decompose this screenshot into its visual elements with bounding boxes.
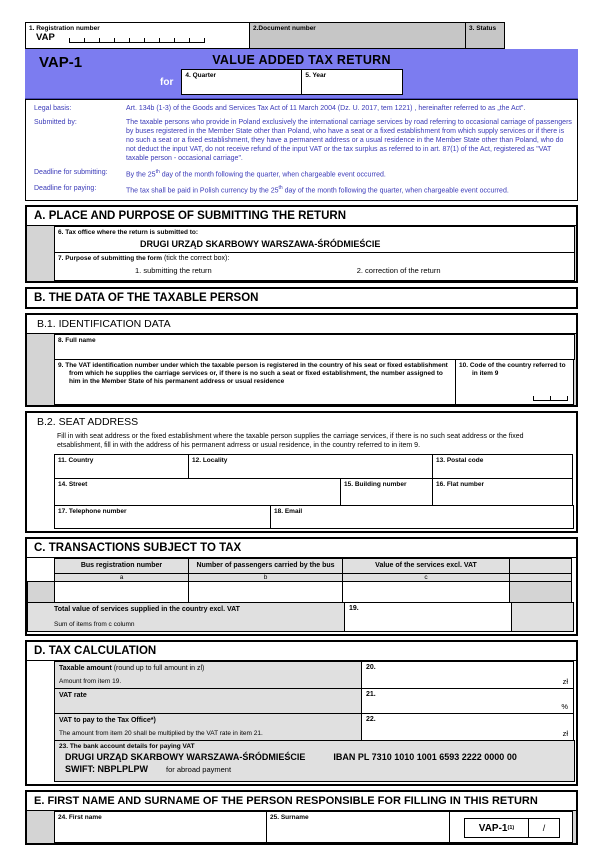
section-d bbox=[25, 640, 578, 786]
bank-swift-note: for abroad payment bbox=[166, 764, 232, 774]
country-label: 11. Country bbox=[58, 456, 94, 464]
form-title: VALUE ADDED TAX RETURN bbox=[212, 53, 391, 67]
street-label: 14. Street bbox=[58, 480, 88, 488]
quarter-field[interactable] bbox=[181, 69, 302, 95]
surname-field[interactable] bbox=[266, 811, 450, 843]
total-sublabel: Sum of items from c column bbox=[54, 620, 135, 628]
legal-basis-block bbox=[25, 99, 578, 201]
telephone-label: 17. Telephone number bbox=[58, 507, 127, 515]
legal-basis-text: Art. 134b (1-3) of the Goods and Services Tax Act of 11 March 2004 (Dz. U. 2017, tem 1221) , hereinafter referred to as „the Act”. bbox=[126, 105, 526, 112]
vat-to-pay-unit: zł bbox=[562, 728, 568, 738]
footer-form-code: VAP-1 (1) bbox=[464, 818, 530, 838]
row-margin-cell bbox=[27, 581, 55, 603]
street-field[interactable] bbox=[54, 478, 341, 506]
total-label: Total value of services supplied in the country excl. VAT bbox=[54, 605, 240, 613]
legal-basis-label: Legal basis: bbox=[34, 105, 72, 112]
col-letter-a: a bbox=[54, 573, 189, 582]
email-field[interactable] bbox=[270, 505, 574, 529]
col-letter-c: c bbox=[342, 573, 510, 582]
for-label: for bbox=[160, 76, 174, 88]
registration-number-label: 1. Registration number bbox=[29, 25, 100, 32]
country-field[interactable] bbox=[54, 454, 189, 479]
section-a bbox=[25, 205, 578, 283]
postal-code-label: 13. Postal code bbox=[436, 456, 484, 464]
section-b1 bbox=[25, 313, 578, 407]
bank-swift-line bbox=[59, 764, 570, 774]
col-header-value: Value of the services excl. VAT bbox=[342, 558, 510, 574]
locality-label: 12. Locality bbox=[192, 456, 228, 464]
deadline-submitting-text: By the 25th day of the month following the quarter, when chargeable event occurred. bbox=[126, 169, 386, 179]
section-c-title: C. TRANSACTIONS SUBJECT TO TAX bbox=[34, 541, 242, 554]
tax-office-label: 6. Tax office where the return is submitted to: bbox=[58, 228, 199, 236]
bus-registration-input[interactable] bbox=[54, 581, 189, 603]
building-number-field[interactable] bbox=[340, 478, 433, 506]
registration-number-comb-field[interactable] bbox=[69, 38, 245, 43]
total-end-cell bbox=[511, 602, 574, 632]
form-code: VAP-1 bbox=[39, 54, 83, 71]
tax-office-field[interactable] bbox=[54, 226, 575, 253]
deadline-paying-text: The tax shall be paid in Polish currency by the 25th day of the month following the quarter, when chargeable event occurred. bbox=[126, 185, 509, 195]
vat-to-pay-field[interactable]: 22. zł bbox=[361, 713, 574, 741]
total-item-number: 19. bbox=[349, 604, 359, 612]
bank-iban: IBAN PL 7310 1010 1001 6593 2222 0000 00 bbox=[333, 751, 517, 762]
tax-office-value: DRUGI URZĄD SKARBOWY WARSZAWA-ŚRÓDMIEŚCIE bbox=[140, 238, 381, 249]
quarter-label: 4. Quarter bbox=[185, 72, 217, 79]
service-value-input[interactable] bbox=[342, 581, 510, 603]
col-header-blank bbox=[509, 558, 572, 574]
section-e-title: E. FIRST NAME AND SURNAME OF THE PERSON RESPONSIBLE FOR FILLING IN THIS RETURN bbox=[34, 794, 538, 807]
submitted-by-text: The taxable persons who provide in Poland exclusively the international carriage services by road referring to occasional carriage of passengers by buses registered in the Member State other than Poland, who have a seat or a fixed establishment from which supply services or if there is no such a seat or a fixed establishment, they have a permanent address or a usual residence in the Member State other than Poland, who do not deduct the input VAT, do not receive refund of the input VAT or the tax surplus as referred to in art. 87(1) of the Act, registered as "VAT taxable person - occasional carriage". bbox=[126, 119, 572, 162]
taxable-amount-label-cell bbox=[54, 661, 362, 689]
bank-swift: SWIFT: NBPLPLPW bbox=[65, 763, 148, 774]
form-title-banner bbox=[25, 49, 578, 99]
locality-field[interactable] bbox=[188, 454, 433, 479]
purpose-label: 7. Purpose of submitting the form (tick the correct box): bbox=[58, 254, 230, 262]
taxable-amount-field[interactable]: 20. zł bbox=[361, 661, 574, 689]
status-box bbox=[465, 22, 505, 49]
total-value-field[interactable] bbox=[344, 602, 512, 632]
bank-account-line bbox=[59, 752, 570, 762]
row-end-cell bbox=[509, 581, 572, 603]
vat-rate-label-cell bbox=[54, 688, 362, 714]
full-name-field[interactable] bbox=[54, 334, 575, 360]
document-number-box bbox=[249, 22, 466, 49]
taxable-amount-label: Taxable amount (round up to full amount in zl) bbox=[59, 664, 205, 672]
section-b2-description: Fill in with seat address or the fixed establishment where the taxable person supplies the carriage services, if there is no such seat address or the fixed etsablishment, fill in with the address of his permanent adrress or usual residence, in the country referred to in item 9. bbox=[57, 432, 524, 449]
section-a-title: A. PLACE AND PURPOSE OF SUBMITTING THE RETURN bbox=[34, 209, 346, 222]
surname-label: 25. Surname bbox=[270, 813, 309, 821]
purpose-field bbox=[54, 252, 575, 281]
flat-number-field[interactable] bbox=[432, 478, 573, 506]
deadline-paying-label: Deadline for paying: bbox=[34, 185, 97, 193]
flat-number-label: 16. Flat number bbox=[436, 480, 485, 488]
form-id-row bbox=[25, 22, 578, 49]
footer-page-number: / bbox=[528, 818, 560, 838]
total-label-cell bbox=[27, 602, 345, 632]
document-number-label: 2.Document number bbox=[253, 25, 316, 32]
vat-to-pay-label-cell bbox=[54, 713, 362, 741]
section-b1-title: B.1. IDENTIFICATION DATA bbox=[37, 317, 171, 330]
status-label: 3. Status bbox=[469, 25, 497, 32]
section-b2 bbox=[25, 411, 578, 533]
first-name-label: 24. First name bbox=[58, 813, 102, 821]
registration-number-box[interactable] bbox=[25, 22, 250, 49]
taxable-amount-unit: zł bbox=[562, 676, 568, 686]
page-footer bbox=[464, 818, 561, 838]
submitted-by-label: Submitted by: bbox=[34, 119, 77, 126]
section-b bbox=[25, 287, 578, 309]
first-name-field[interactable] bbox=[54, 811, 267, 843]
purpose-option-submitting[interactable]: 1. submitting the return bbox=[135, 265, 212, 275]
section-b2-title: B.2. SEAT ADDRESS bbox=[37, 415, 139, 428]
telephone-field[interactable] bbox=[54, 505, 271, 529]
vat-to-pay-sublabel: The amount from item 20 shall be multiplied by the VAT rate in item 21. bbox=[59, 729, 263, 737]
registration-number-prefix: VAP bbox=[36, 32, 55, 43]
email-label: 18. Email bbox=[274, 507, 303, 515]
col-letter-b: b bbox=[188, 573, 343, 582]
vat-rate-unit: % bbox=[561, 701, 568, 711]
vat-rate-field[interactable]: 21. % bbox=[361, 688, 574, 714]
bank-account-label: 23. The bank account details for paying VAT bbox=[59, 742, 195, 750]
full-name-label: 8. Full name bbox=[58, 336, 96, 344]
country-code-comb-field[interactable] bbox=[533, 396, 568, 401]
building-number-label: 15. Building number bbox=[344, 480, 407, 488]
postal-code-field[interactable] bbox=[432, 454, 573, 479]
vat-id-label: 9. The VAT identification number under which the taxable person is registered in the country of his seat or fixed establishment from which he supplies the carriage services or, if there is no such a seat or fixed establishment, the number assigned to him in the Member State of his permanent address or usual residence bbox=[58, 361, 448, 385]
vat-to-pay-label: VAT to pay to the Tax Office*) bbox=[59, 716, 156, 724]
section-d-title: D. TAX CALCULATION bbox=[34, 644, 157, 657]
year-field[interactable] bbox=[301, 69, 403, 95]
purpose-option-correction[interactable]: 2. correction of the return bbox=[356, 265, 441, 275]
col-header-passengers: Number of passengers carried by the bus bbox=[188, 558, 343, 574]
bank-account-cell bbox=[54, 740, 575, 782]
col-header-bus-registration: Bus registration number bbox=[54, 558, 189, 574]
vat-id-field[interactable] bbox=[54, 359, 456, 405]
deadline-submitting-label: Deadline for submitting: bbox=[34, 169, 108, 176]
year-label: 5. Year bbox=[305, 72, 327, 79]
taxable-amount-sublabel: Amount from item 19. bbox=[59, 677, 122, 685]
country-code-field[interactable] bbox=[455, 359, 574, 405]
bank-name: DRUGI URZĄD SKARBOWY WARSZAWA-ŚRÓDMIEŚCIE bbox=[65, 751, 306, 762]
section-b-title: B. THE DATA OF THE TAXABLE PERSON bbox=[34, 291, 259, 304]
passengers-input[interactable] bbox=[188, 581, 343, 603]
section-c bbox=[25, 537, 578, 636]
country-code-label: 10. Code of the country referred to in item 9 bbox=[459, 361, 566, 377]
vat-rate-label: VAT rate bbox=[59, 691, 87, 699]
